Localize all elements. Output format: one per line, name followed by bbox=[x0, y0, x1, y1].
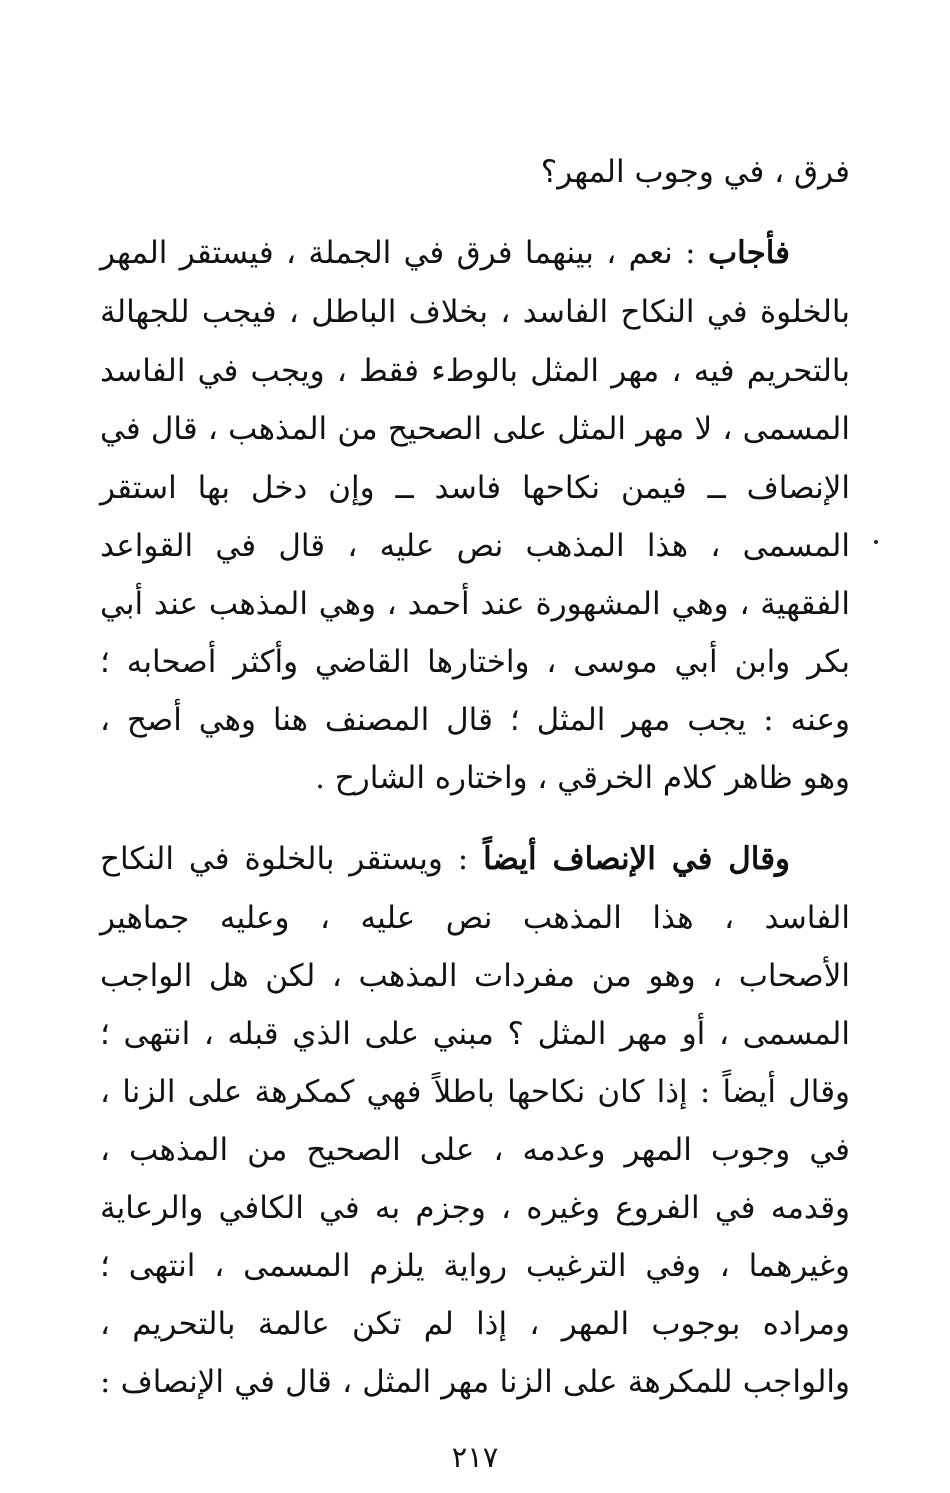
text-line: وهو ظاهر كلام الخرقي ، واختاره الشارح . bbox=[315, 760, 850, 796]
section-heading: وقال في الإنصاف أيضاً bbox=[483, 841, 790, 877]
text-line: وغيرهما ، وفي الترغيب رواية يلزم المسمى ، انتهى ؛ bbox=[100, 1248, 850, 1284]
text-line: وقدمه في الفروع وغيره ، وجزم به في الكافي والرعاية bbox=[100, 1190, 850, 1226]
text-line: وقال أيضاً : إذا كان نكاحها باطلاً فهي كمكرهة على الزنا ، bbox=[100, 1074, 850, 1110]
page-number: ٢١٧ bbox=[451, 1440, 499, 1474]
text-line: المسمى ، هذا المذهب نص عليه ، قال في القواعد bbox=[100, 528, 850, 564]
text-line: بالتحريم فيه ، مهر المثل بالوطء فقط ، ويجب في الفاسد bbox=[100, 353, 850, 389]
scan-speck bbox=[874, 540, 878, 544]
text-line: فأجاب : نعم ، بينهما فرق في الجملة ، فيستقر المهر bbox=[100, 235, 790, 271]
text-line: ومراده بوجوب المهر ، إذا لم تكن عالمة بالتحريم ، bbox=[100, 1306, 850, 1342]
text-line: وقال في الإنصاف أيضاً : ويستقر بالخلوة في النكاح bbox=[100, 841, 790, 877]
page-body bbox=[100, 0, 850, 1493]
text-line: فرق ، في وجوب المهر؟ bbox=[540, 154, 850, 190]
answer-heading: فأجاب bbox=[707, 235, 790, 271]
text-line: الأصحاب ، وهو من مفردات المذهب ، لكن هل الواجب bbox=[100, 958, 850, 994]
text-line: وعنه : يجب مهر المثل ؛ قال المصنف هنا وهي أصح ، bbox=[100, 702, 850, 738]
text-line: الفقهية ، وهي المشهورة عند أحمد ، وهي المذهب عند أبي bbox=[100, 586, 850, 622]
text-line: بالخلوة في النكاح الفاسد ، بخلاف الباطل ، فيجب للجهالة bbox=[100, 294, 850, 330]
text-line: والواجب للمكرهة على الزنا مهر المثل ، قال في الإنصاف : bbox=[100, 1364, 850, 1400]
text-line: الفاسد ، هذا المذهب نص عليه ، وعليه جماهير bbox=[100, 900, 850, 936]
text-line: في وجوب المهر وعدمه ، على الصحيح من المذهب ، bbox=[100, 1132, 850, 1168]
text-line: بكر وابن أبي موسى ، واختارها القاضي وأكثر أصحابه ؛ bbox=[100, 644, 850, 680]
text-line: المسمى ، أو مهر المثل ؟ مبني على الذي قبله ، انتهى ؛ bbox=[100, 1016, 850, 1052]
text-line: المسمى ، لا مهر المثل على الصحيح من المذهب ، قال في bbox=[100, 411, 850, 447]
text-line: الإنصاف ــ فيمن نكاحها فاسد ــ وإن دخل بها استقر bbox=[100, 470, 850, 506]
